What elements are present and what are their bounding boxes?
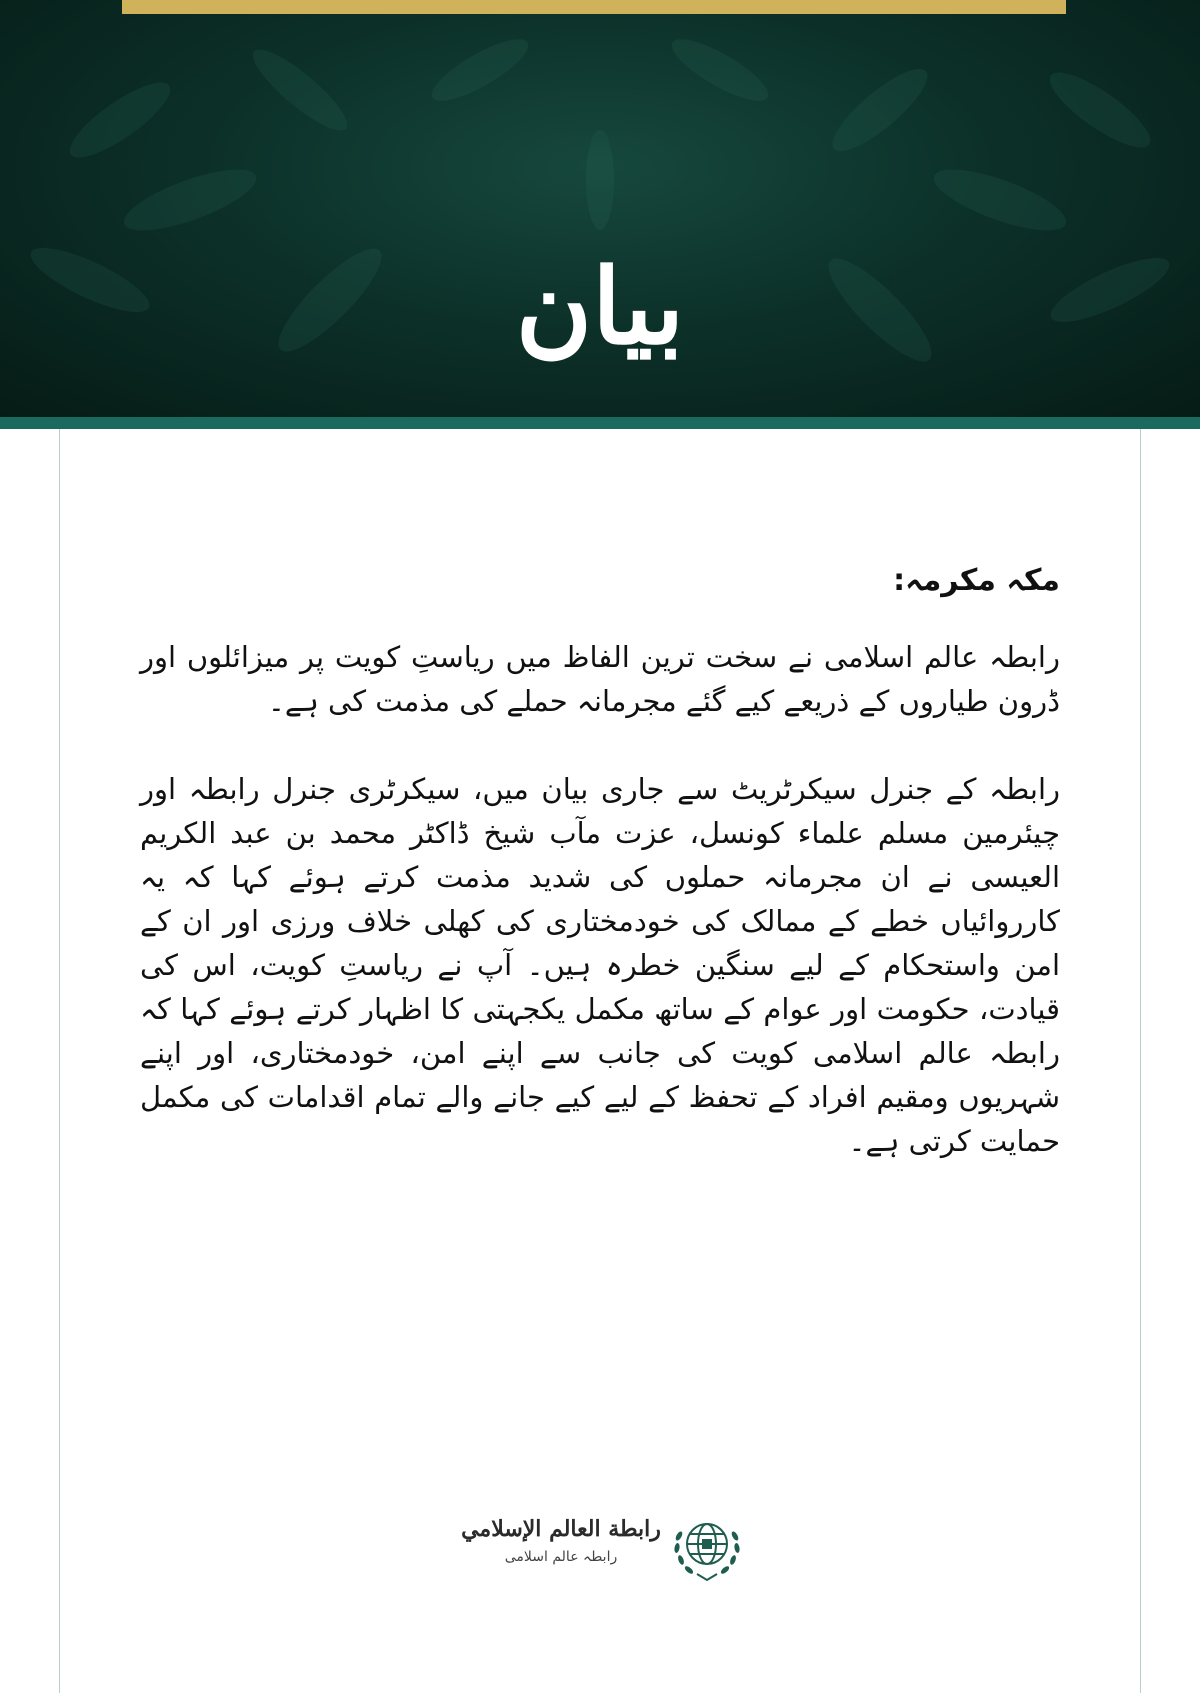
- dateline: مکہ مکرمہ:: [893, 563, 1060, 598]
- page-title: بیان: [515, 245, 685, 368]
- logo-text: [461, 1512, 661, 1568]
- logo-arabic-name: رابطة العالم الإسلامي: [461, 1516, 661, 1542]
- paragraph-2: رابطہ کے جنرل سیکرٹریٹ سے جاری بیان میں، سیکرٹری جنرل رابطہ اور چیئرمین مسلم علماء کونسل، عزت مآب شیخ ڈاکٹر محمد بن عبد الکریم العیسی نے ان مجرمانہ حملوں کی شدید مذمت کرتے ہوئے کہا کہ یہ کارروائیاں خطے کے ممالک کی خودمختاری کی کھلی خلاف ورزی اور ان کے امن واستحکام کے لیے سنگین خطرہ ہیں۔ آپ نے ریاستِ کویت، اس کی قیادت، حکومت اور عوام کے ساتھ مکمل یکجہتی کا اظہار کرتے ہوئے کہا کہ رابطہ عالم اسلامی کویت کی جانب سے اپنے امن، خودمختاری، اور اپنے شہریوں ومقیم افراد کے تحفظ کے لیے کیے جانے والے تمام اقدامات کی مکمل حمایت کرتی ہے۔: [140, 772, 1060, 1158]
- logo-urdu-name: رابطہ عالم اسلامی: [504, 1549, 618, 1565]
- header-teal-band: [0, 417, 1200, 429]
- header-banner: [0, 0, 1200, 417]
- frame-right-line: [1140, 429, 1141, 1693]
- frame-left-line: [59, 429, 60, 1693]
- footer-logo: [455, 1508, 745, 1588]
- statement-body: [140, 555, 1060, 1207]
- mwl-globe-emblem-icon: [669, 1508, 745, 1588]
- paragraph-1: رابطہ عالم اسلامی نے سخت ترین الفاظ میں ریاستِ کویت پر میزائلوں اور ڈرون طیاروں کے ذریعے کیے گئے مجرمانہ حملے کی مذمت کی ہے۔: [140, 640, 1060, 718]
